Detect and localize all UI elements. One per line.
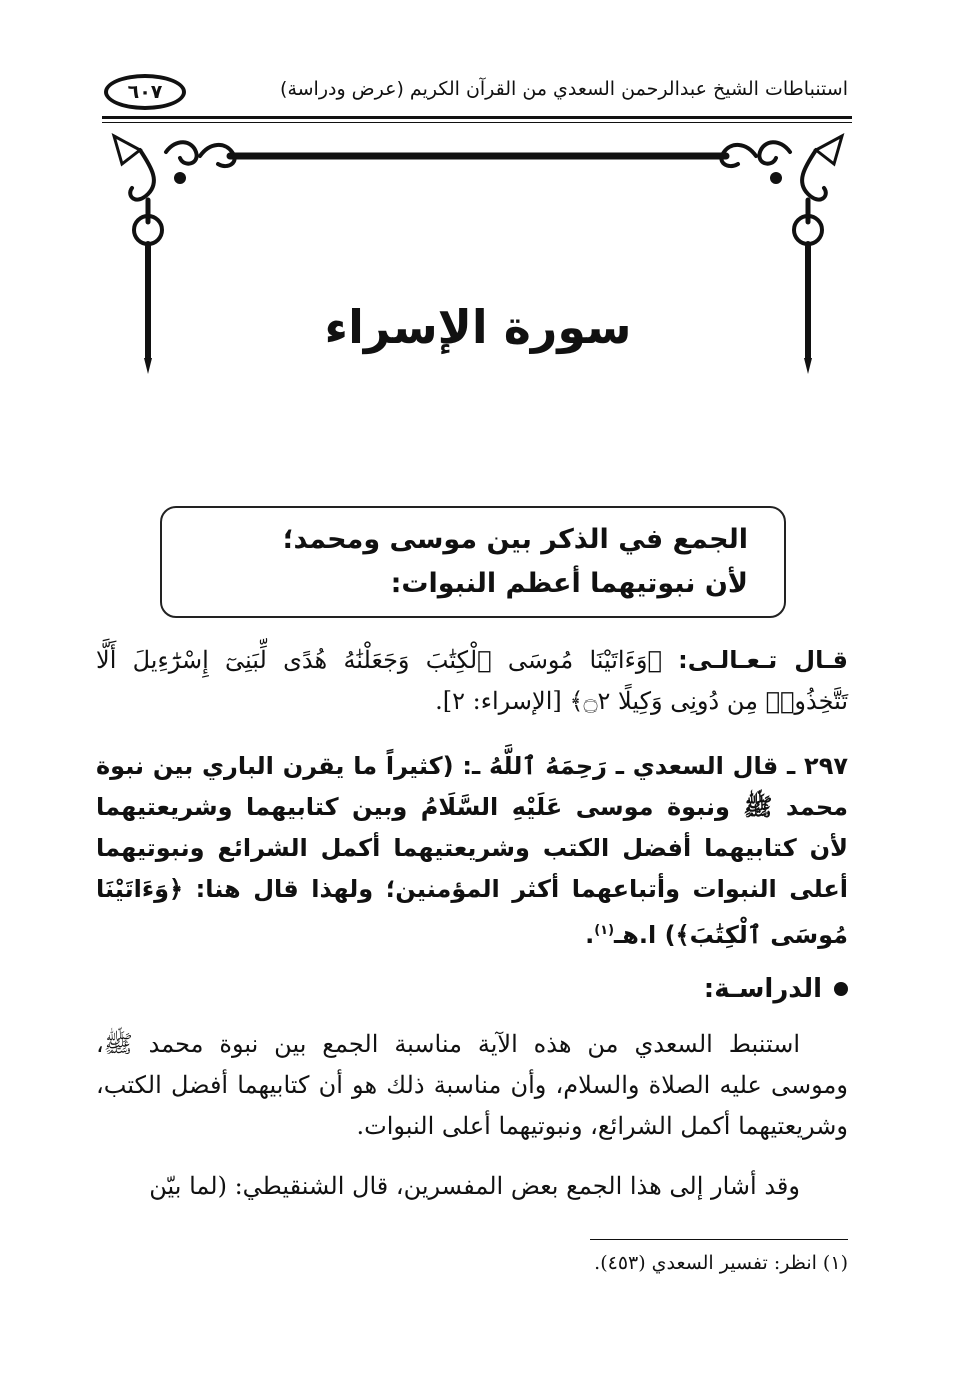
- footnote: (١) انظر: تفسير السعدي (٤٥٣).: [594, 1252, 848, 1274]
- study-paragraph-1: استنبط السعدي من هذه الآية مناسبة الجمع بين نبوة محمد ﷺ، وموسى عليه الصلاة والسلام، وأن مناسبة ذلك هو أن كتابيهما أفضل الكتب، وشريعتيهما أكمل الشرائع، ونبوتيهما أعلى النبوات.: [96, 1030, 848, 1140]
- surah-title: سورة الإسراء: [324, 300, 632, 354]
- quran-verse: ﴿وَءَاتَيْنَا مُوسَى ٱلْكِتَٰبَ وَجَعَلْنَٰهُ هُدًى لِّبَنِىٓ إِسْرَٰٓءِيلَ أَلَّا تَتَّخِذُوا۟ مِن دُونِى وَكِيلًا ۝٢﴾: [96, 646, 848, 715]
- istinbat-number: ٢٩٧: [804, 752, 848, 780]
- section-heading-box: [160, 506, 786, 618]
- verse-paragraph: [96, 640, 848, 722]
- study-heading: [704, 974, 848, 1004]
- study-heading-label: الدراسـة:: [703, 974, 822, 1004]
- istinbat-text: ـ قال السعدي ـ رَحِمَهُ ٱللَّهُ ـ: (كثيراً ما يقرن الباري بين نبوة محمد ﷺ ونبوة موسى عَلَيْهِ السَّلَامُ وبين كتابيهما وشريعتيهما لأن كتابيهما أفضل الكتب وشريعتيهما أكمل الشرائع ونبوتيهما أعلى النبوات وأتباعهما أكثر المؤمنين؛ ولهذا قال هنا: ﴿وَءَاتَيْنَا مُوسَى ٱلْكِتَٰبَ﴾) ا.هـ: [96, 752, 848, 949]
- running-title: استنباطات الشيخ عبدالرحمن السعدي من القرآن الكريم (عرض ودراسة): [280, 78, 848, 100]
- bullet-icon: [834, 982, 848, 996]
- study-paragraph-2: وقد أشار إلى هذا الجمع بعض المفسرين، قال الشنقيطي: (لما بيّن: [149, 1172, 800, 1200]
- footnote-rule: [590, 1239, 848, 1240]
- page-number-badge: ٦٠٧: [104, 74, 186, 110]
- section-heading-line2: لأن نبوتيهما أعظم النبوات:: [390, 568, 748, 599]
- footnote-marker: (١): [594, 923, 615, 938]
- verse-lead: قـال تـعـالـى:: [678, 646, 848, 674]
- header-rule-thick: [102, 116, 852, 119]
- istinbat-end: .: [585, 921, 595, 949]
- istinbat-paragraph: [96, 746, 848, 956]
- header-rule-thin: [102, 122, 852, 123]
- verse-reference: [الإسراء: ٢].: [435, 687, 562, 715]
- section-heading-line1: الجمع في الذكر بين موسى ومحمد؛: [282, 524, 748, 555]
